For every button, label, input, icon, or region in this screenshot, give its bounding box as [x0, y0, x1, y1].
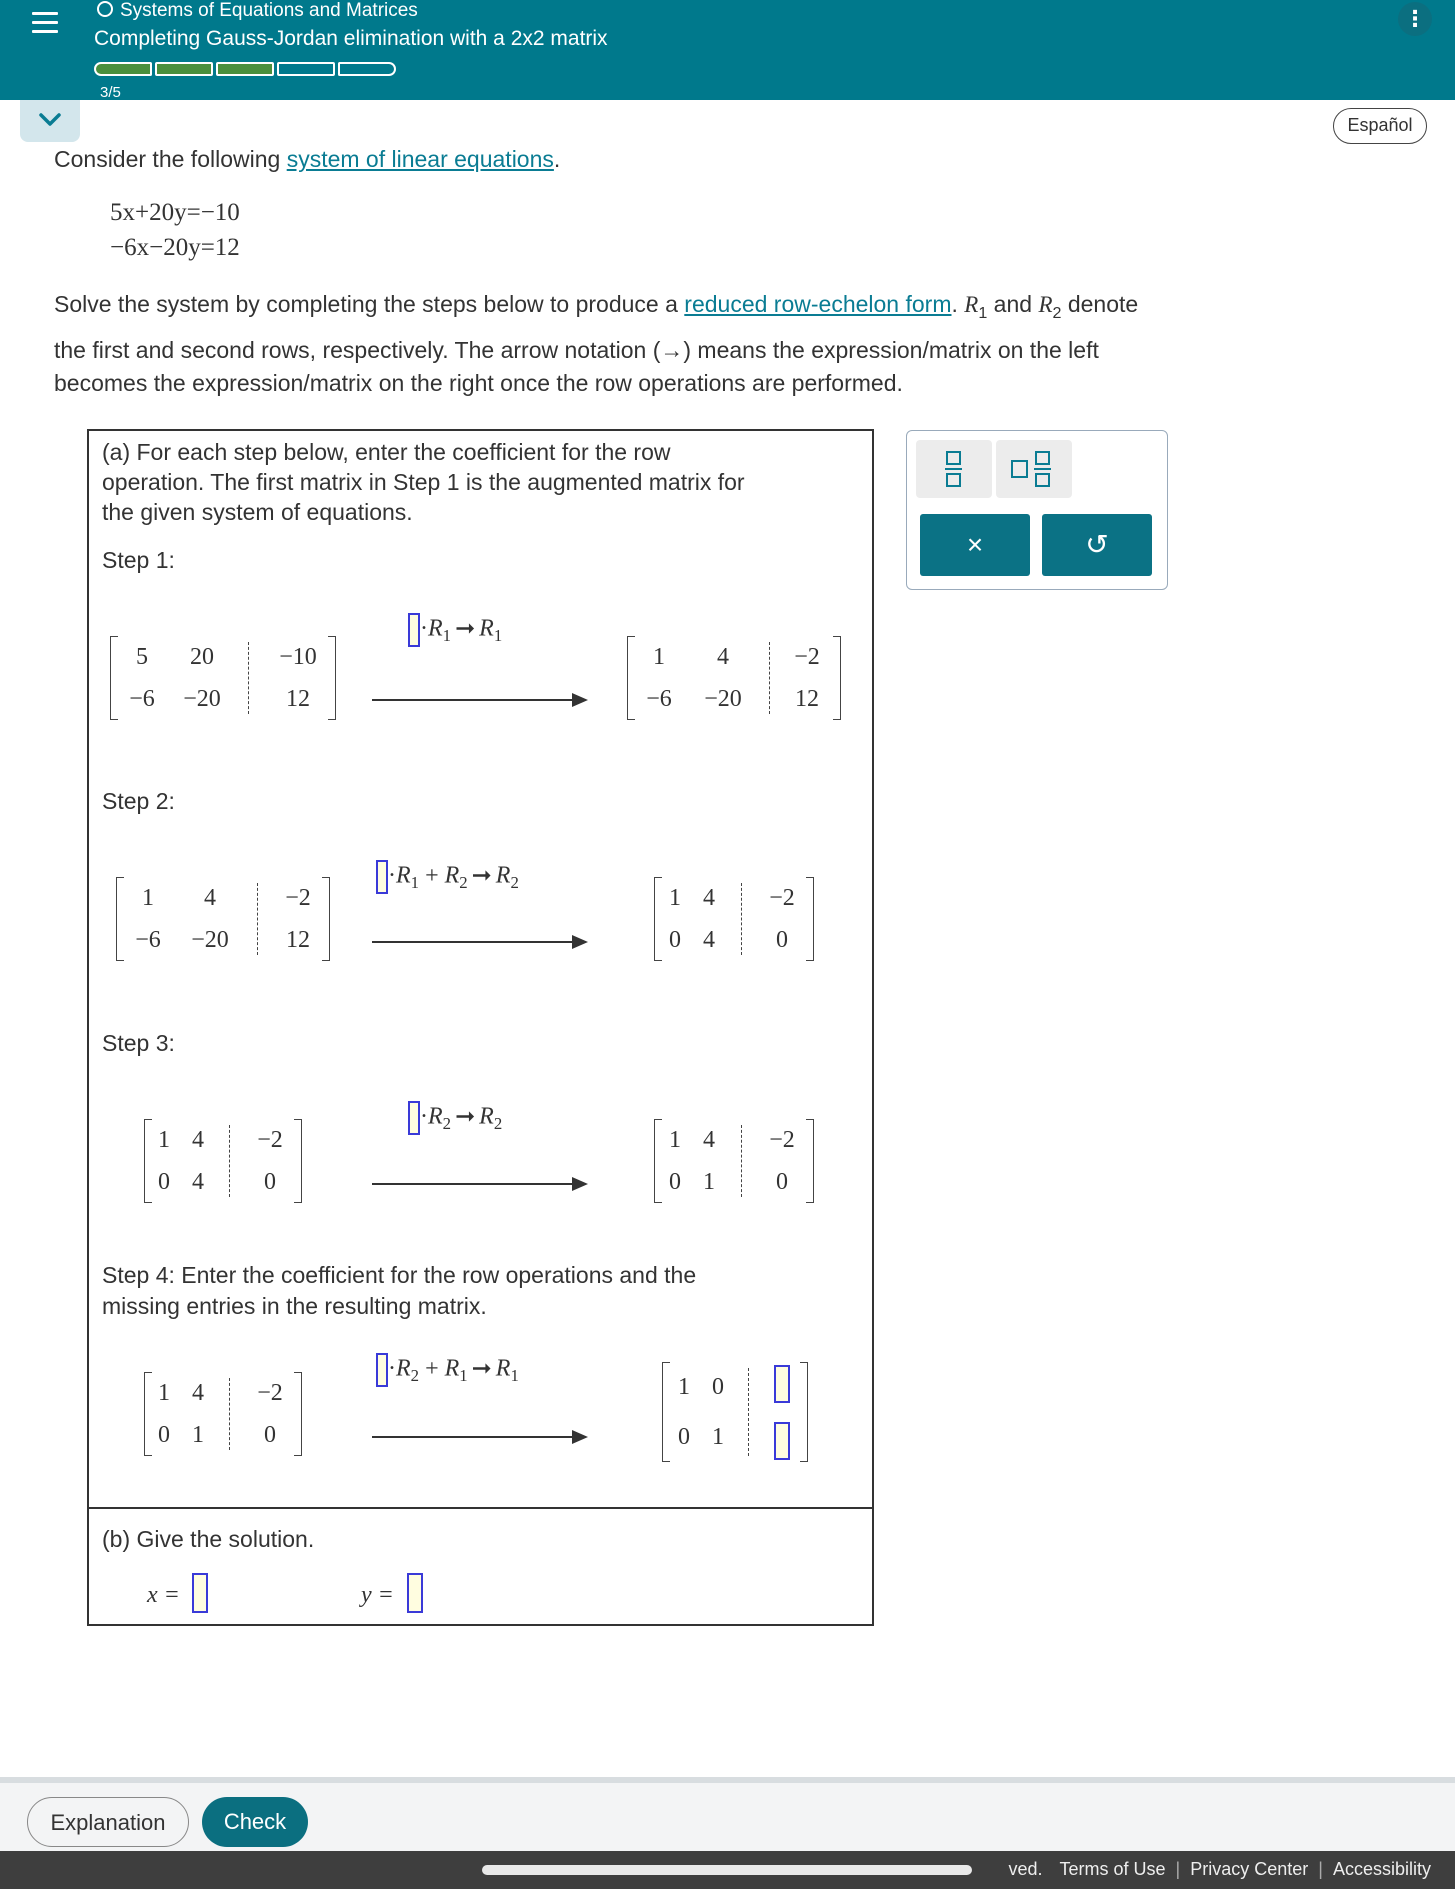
step-4-op-target: R — [495, 1355, 511, 1382]
explanation-button[interactable]: Explanation — [27, 1797, 189, 1847]
legal-links: ved. Terms of Use | Privacy Center | Accessibility — [1008, 1859, 1431, 1879]
y-label: y = — [361, 1582, 394, 1608]
matrix-cell: 4 — [703, 885, 715, 911]
undo-button[interactable]: ↺ — [1042, 514, 1152, 576]
accessibility-link[interactable]: Accessibility — [1332, 1859, 1431, 1879]
matrix-cell: 1 — [678, 1374, 690, 1400]
step-2-arrow-head-icon — [572, 935, 588, 949]
topic-label: Systems of Equations and Matrices — [120, 0, 418, 21]
rref-link[interactable]: reduced row-echelon form — [684, 291, 952, 317]
matrix-cell: −2 — [285, 885, 311, 911]
privacy-link[interactable]: Privacy Center — [1190, 1859, 1309, 1879]
matrix-cell: 4 — [703, 927, 715, 953]
step-2-op-row-b: R — [444, 862, 460, 889]
step-1-label: Step 1: — [102, 547, 175, 573]
check-button[interactable]: Check — [202, 1797, 308, 1847]
instructions-part3: denote — [1061, 291, 1139, 317]
matrix-cell: 1 — [158, 1127, 170, 1153]
step-4-op-row-a-sub: 2 — [410, 1366, 420, 1386]
matrix-cell: −20 — [704, 686, 742, 712]
progress-segment — [155, 62, 213, 76]
progress-bar — [94, 62, 396, 76]
matrix-cell: −2 — [769, 885, 795, 911]
augment-divider — [741, 883, 742, 955]
clear-button[interactable]: × — [920, 514, 1030, 576]
step-4-coefficient-input[interactable] — [376, 1353, 388, 1387]
step-1-coefficient-input[interactable] — [408, 613, 420, 647]
augment-divider — [741, 1125, 742, 1197]
fraction-button[interactable] — [916, 440, 992, 498]
part-a-line-3: the given system of equations. — [102, 499, 413, 525]
menu-icon[interactable] — [28, 6, 62, 40]
step-4-arrow — [372, 1436, 582, 1438]
chevron-down-icon — [38, 112, 62, 128]
linear-equations-link[interactable]: system of linear equations — [286, 146, 554, 172]
matrix-cell: −2 — [794, 644, 820, 670]
matrix-cell: 0 — [776, 1169, 788, 1195]
step-3-left-matrix — [144, 1119, 302, 1203]
step-4-result-row2-input[interactable] — [774, 1422, 790, 1460]
step-1-op-row: R — [428, 615, 443, 642]
step-2-op-row-a: R — [396, 862, 411, 889]
step-1-op-row-sub: 1 — [442, 626, 452, 646]
matrix-cell: 0 — [264, 1169, 276, 1195]
matrix-cell: −20 — [191, 927, 229, 953]
horizontal-scrollbar[interactable] — [482, 1865, 972, 1875]
matrix-cell: 1 — [703, 1169, 715, 1195]
mixed-number-icon — [996, 440, 1072, 498]
r1-symbol: R — [964, 292, 979, 317]
step-2-op-arrow-icon: ➞ — [471, 862, 492, 889]
augment-divider — [769, 642, 770, 714]
matrix-cell: 1 — [712, 1424, 724, 1450]
collapse-header-button[interactable] — [20, 100, 80, 142]
topic-circle-icon — [97, 1, 113, 17]
top-bar — [0, 0, 1455, 100]
instructions-line-1 — [54, 288, 1138, 324]
progress-segment — [216, 62, 274, 76]
matrix-cell: −6 — [646, 686, 672, 712]
equation-2: −6x−20y=12 — [110, 234, 240, 261]
step-1-op-target: R — [479, 615, 494, 642]
step-4-op-row-a: R — [396, 1355, 411, 1382]
matrix-cell: 4 — [703, 1127, 715, 1153]
matrix-cell: 12 — [286, 927, 310, 953]
step-3-op-row: R — [428, 1103, 443, 1130]
x-label: x = — [147, 1582, 180, 1608]
step-2-arrow — [372, 941, 582, 943]
progress-segment — [277, 62, 335, 76]
intro-text — [54, 143, 560, 176]
progress-segment — [338, 62, 396, 76]
step-4-left-matrix — [144, 1372, 302, 1456]
intro-prefix: Consider the following — [54, 146, 287, 172]
step-3-op-arrow-icon: ➞ — [455, 1103, 476, 1130]
matrix-cell: 4 — [717, 644, 729, 670]
matrix-cell: 4 — [204, 885, 216, 911]
step-1-op-target-sub: 1 — [493, 626, 503, 646]
step-4-operation: $\cdot R_2 + R_1$ ➞ $R_1$ — [376, 1353, 519, 1387]
more-options-icon[interactable]: ⋮ — [1398, 2, 1432, 36]
step-1-op-arrow-icon: ➞ — [455, 615, 476, 642]
instructions-line-3: becomes the expression/matrix on the right once the row operations are performed. — [54, 370, 903, 396]
step-1-arrow-head-icon — [572, 693, 588, 707]
matrix-cell: 0 — [264, 1422, 276, 1448]
step-2-op-row-a-sub: 1 — [410, 873, 420, 893]
instructions-and: and — [987, 291, 1039, 317]
step-2-right-matrix — [654, 877, 814, 961]
step-3-arrow-head-icon — [572, 1177, 588, 1191]
step-3-coefficient-input[interactable] — [408, 1101, 420, 1135]
step-3-arrow — [372, 1183, 582, 1185]
matrix-cell: 0 — [776, 927, 788, 953]
intro-suffix: . — [553, 146, 561, 172]
step-1-arrow — [372, 699, 582, 701]
part-a-line-2: operation. The first matrix in Step 1 is the augmented matrix for — [102, 469, 745, 495]
matrix-cell: −2 — [257, 1127, 283, 1153]
y-input[interactable] — [407, 1573, 423, 1613]
terms-link[interactable]: Terms of Use — [1059, 1859, 1166, 1879]
progress-segment — [94, 62, 152, 76]
matrix-cell: 0 — [158, 1422, 170, 1448]
matrix-cell: 1 — [669, 885, 681, 911]
matrix-cell: 12 — [286, 686, 310, 712]
matrix-cell: 0 — [669, 1169, 681, 1195]
step-4-line-2: missing entries in the resulting matrix. — [102, 1293, 487, 1319]
topic-title — [97, 0, 418, 22]
step-3-op-row-sub: 2 — [442, 1114, 452, 1134]
step-2-left-matrix — [116, 877, 330, 961]
matrix-cell: 1 — [142, 885, 154, 911]
matrix-cell: 4 — [192, 1169, 204, 1195]
step-4-op-plus: + — [425, 1355, 439, 1382]
matrix-cell: −20 — [183, 686, 221, 712]
augment-divider — [229, 1125, 230, 1197]
step-2-operation: $\cdot R_1 + R_2$ ➞ $R_2$ — [376, 860, 519, 894]
step-2-op-plus: + — [425, 862, 439, 889]
step-4-result-row1-input[interactable] — [774, 1365, 790, 1403]
matrix-cell: 0 — [712, 1374, 724, 1400]
page-title: Completing Gauss-Jordan elimination with a 2x2 matrix — [94, 27, 608, 50]
fraction-icon — [916, 440, 992, 498]
r2-symbol: R — [1038, 292, 1053, 317]
augment-divider — [748, 1368, 749, 1456]
step-3-operation: $\cdot R_2$ ➞ $R_2$ — [408, 1101, 502, 1135]
matrix-cell: 0 — [669, 927, 681, 953]
matrix-cell: −6 — [129, 686, 155, 712]
step-2-coefficient-input[interactable] — [376, 860, 388, 894]
matrix-cell: 1 — [158, 1380, 170, 1406]
mixed-number-button[interactable] — [996, 440, 1072, 498]
step-4-op-arrow-icon: ➞ — [471, 1355, 492, 1382]
step-3-op-target-sub: 2 — [493, 1114, 503, 1134]
step-3-right-matrix — [654, 1119, 814, 1203]
matrix-cell: 1 — [669, 1127, 681, 1153]
legal-bar — [0, 1851, 1455, 1889]
matrix-cell: −2 — [257, 1380, 283, 1406]
step-4-op-target-sub: 1 — [510, 1366, 519, 1386]
step-4-op-row-b-sub: 1 — [459, 1366, 468, 1386]
step-1-left-matrix — [110, 636, 336, 720]
progress-label: 3/5 — [100, 86, 121, 100]
equation-1: 5x+20y=−10 — [110, 199, 240, 226]
step-3-label: Step 3: — [102, 1030, 175, 1056]
step-2-op-target-sub: 2 — [510, 873, 519, 893]
matrix-cell: 12 — [795, 686, 819, 712]
matrix-cell: 4 — [192, 1127, 204, 1153]
part-a-line-1: (a) For each step below, enter the coefficient for the row — [102, 439, 671, 465]
matrix-cell: −10 — [279, 644, 317, 670]
matrix-cell: 20 — [190, 644, 214, 670]
step-2-op-target: R — [495, 862, 511, 889]
matrix-cell: 4 — [192, 1380, 204, 1406]
matrix-right-bracket — [328, 636, 336, 720]
part-b-label: (b) Give the solution. — [102, 1526, 315, 1552]
augment-divider — [229, 1378, 230, 1450]
r2-subscript: 2 — [1052, 303, 1062, 322]
language-button[interactable]: Español — [1333, 108, 1427, 144]
matrix-cell: 1 — [192, 1422, 204, 1448]
step-2-label: Step 2: — [102, 788, 175, 814]
step-1-right-matrix — [627, 636, 841, 720]
step-4-arrow-head-icon — [572, 1430, 588, 1444]
matrix-cell: −2 — [769, 1127, 795, 1153]
instructions-part1: Solve the system by completing the steps below to produce a — [54, 291, 685, 317]
matrix-cell: 0 — [678, 1424, 690, 1450]
step-2-op-row-b-sub: 2 — [459, 873, 468, 893]
matrix-cell: 5 — [136, 644, 148, 670]
step-3-op-target: R — [479, 1103, 494, 1130]
panel-divider — [87, 1507, 872, 1509]
augment-divider — [257, 883, 258, 955]
math-palette — [906, 430, 1168, 590]
step-4-line-1: Step 4: Enter the coefficient for the row operations and the — [102, 1262, 697, 1288]
r1-subscript: 1 — [978, 303, 988, 322]
x-input[interactable] — [192, 1573, 208, 1613]
step-4-op-row-b: R — [444, 1355, 460, 1382]
instructions-line-2: the first and second rows, respectively. The arrow notation (→) means the expression/matrix on the left — [54, 337, 1099, 363]
matrix-cell: 1 — [653, 644, 665, 670]
step-1-operation: $\cdot R_1$ ➞ $R_1$ — [408, 613, 502, 647]
copyright-text: ved. — [1008, 1859, 1043, 1879]
matrix-cell: 0 — [158, 1169, 170, 1195]
matrix-right-bracket — [800, 1362, 808, 1462]
augment-divider — [248, 642, 249, 714]
matrix-cell: −6 — [135, 927, 161, 953]
instructions-part2: . — [951, 291, 965, 317]
